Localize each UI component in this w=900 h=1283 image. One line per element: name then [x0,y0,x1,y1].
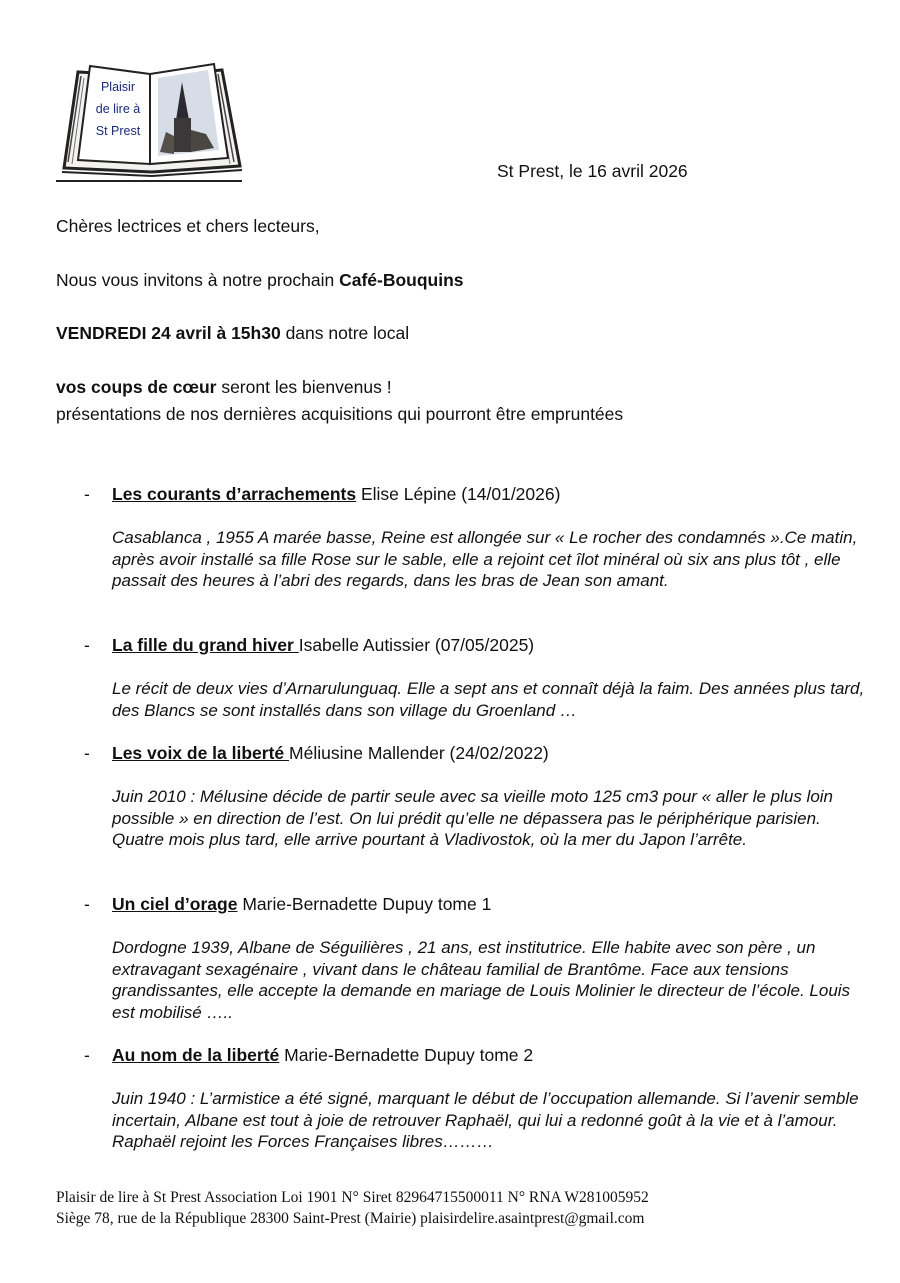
book-heading [112,743,549,764]
invite-text: Nous vous invitons à notre prochain [56,270,340,290]
book-title: Les courants d’arrachements [112,484,357,504]
when-line [56,322,409,344]
book-title: Au nom de la liberté [112,1045,280,1065]
logo-text-line1: Plaisir [100,80,136,94]
list-bullet: - [84,894,90,914]
greeting: Chères lectrices et chers lecteurs, [56,216,320,236]
list-bullet: - [84,484,90,504]
book-meta: Elise Lépine (14/01/2026) [356,484,561,504]
logo-text-line3: St Prest [95,124,141,138]
book-meta: Isabelle Autissier (07/05/2025) [298,635,535,655]
book-heading [112,635,534,656]
book-title: Les voix de la liberté [112,743,290,763]
book-title: La fille du grand hiver [112,635,299,655]
invite-event-name: Café-Bouquins [339,270,464,290]
coeur-line [56,376,392,398]
book-description: Casablanca , 1955 A marée basse, Reine est allongée sur « Le rocher des condamnés ».Ce matin, après avoir installé sa fille Rose sur le sable, elle a rejoint cet îlot minéral où six ans plus tôt , elle passait des heures à l’abri des regards, dans les bras de Jean son amant. [112,528,858,591]
book-description: Juin 2010 : Mélusine décide de partir seule avec sa vieille moto 125 cm3 pour « aller le plus loin possible » en direction de l’est. On lui prédit qu’elle ne dépassera pas le périphérique parisien. Quatre mois plus tard, elle arrive pourtant à Vladivostok, où la mer du Japon l’arrête. [112,787,834,850]
list-bullet: - [84,743,90,763]
when-place: dans notre local [280,323,410,343]
book-heading [112,1045,533,1066]
list-bullet: - [84,1045,90,1065]
coeur-bold: vos coups de cœur [56,377,217,397]
book-meta: Marie-Bernadette Dupuy tome 1 [237,894,492,914]
book-heading [112,894,491,915]
coeur-text: seront les bienvenus ! [216,377,392,397]
book-description: Le récit de deux vies d’Arnarulunguaq. Elle a sept ans et connaît déjà la faim. Des années plus tard, des Blancs se sont installés dans son village du Groenland … [112,679,865,720]
list-bullet: - [84,635,90,655]
association-logo [56,60,244,184]
book-meta: Méliusine Mallender (24/02/2022) [289,743,549,763]
when-date: VENDREDI 24 avril à 15h30 [56,323,281,343]
book-heading [112,484,560,505]
footer-address-line: Siège 78, rue de la République 28300 Saint-Prest (Mairie) plaisirdelire.asaintprest@gmail.com [56,1210,645,1227]
book-meta: Marie-Bernadette Dupuy tome 2 [279,1045,534,1065]
footer-association-line: Plaisir de lire à St Prest Association Loi 1901 N° Siret 82964715500011 N° RNA W281005952 [56,1189,649,1206]
book-description: Juin 1940 : L’armistice a été signé, marquant le début de l’occupation allemande. Si l’avenir semble incertain, Albane est tout à joie de retrouver Raphaël, qui lui a redonné goût à la vie et à l’amour. Raphaël rejoint les Forces Françaises libres……… [112,1089,859,1152]
presentations-line: présentations de nos dernières acquisitions qui pourront être empruntées [56,404,624,424]
logo-text-line2: de lire à [95,102,141,116]
date-line: St Prest, le 16 avril 2026 [497,161,688,181]
book-title: Un ciel d’orage [112,894,238,914]
invite-line [56,269,464,291]
book-description: Dordogne 1939, Albane de Séguilières , 21 ans, est institutrice. Elle habite avec son père , un extravagant sexagénaire , vivant dans le château familial de Brantôme. Face aux tensions grandissantes, elle accepte la demande en mariage de Louis Molinier le directeur de l’école. Louis est mobilisé ….. [112,938,851,1022]
